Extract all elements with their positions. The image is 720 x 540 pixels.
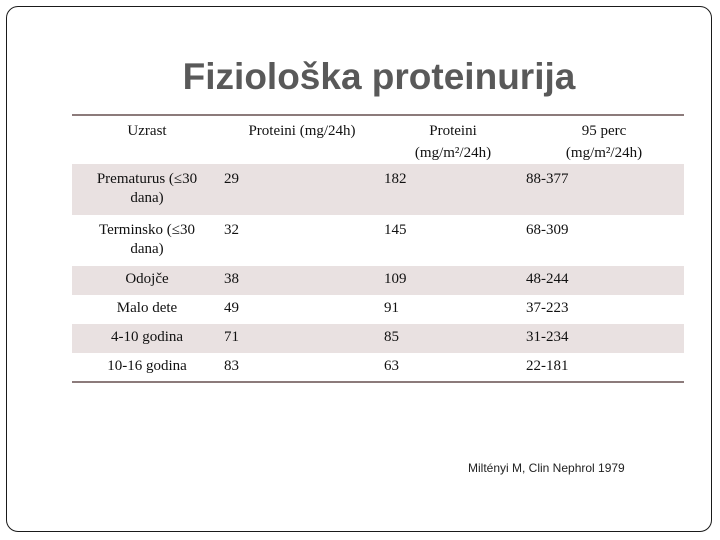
cell-mg-24h: 38 (222, 266, 382, 295)
table-header-row (72, 116, 684, 164)
slide-title: Fiziološka proteinurija (182, 56, 576, 97)
citation: Miltényi M, Clin Nephrol 1979 (468, 461, 625, 475)
cell-95-percentile: 88-377 (524, 164, 684, 215)
proteinuria-table (72, 116, 684, 383)
cell-95-percentile: 48-244 (524, 266, 684, 295)
cell-age: Terminsko (≤30 dana) (99, 222, 195, 257)
cell-mg-24h: 83 (222, 353, 382, 382)
header-age: Uzrast (127, 123, 167, 139)
table-row (72, 295, 684, 324)
cell-95-percentile: 37-223 (526, 300, 569, 316)
cell-mg-24h: 29 (222, 164, 382, 215)
cell-mg-m2-24h: 91 (384, 300, 399, 316)
table-row (72, 266, 684, 295)
cell-mg-m2-24h: 182 (382, 164, 524, 215)
cell-mg-m2-24h: 85 (382, 324, 524, 353)
cell-95-percentile: 31-234 (524, 324, 684, 353)
cell-age: Odojče (72, 266, 222, 295)
cell-95-percentile: 68-309 (526, 222, 569, 238)
table-row (72, 164, 684, 215)
header-95-percentile: 95 perc (mg/m²/24h) (565, 123, 643, 161)
cell-mg-m2-24h: 145 (384, 222, 407, 238)
cell-mg-m2-24h: 109 (382, 266, 524, 295)
cell-age: Prematurus (≤30 dana) (72, 164, 222, 215)
header-proteins-mg-24h: Proteini (mg/24h) (248, 123, 356, 139)
table-row (72, 324, 684, 353)
table-row (72, 353, 684, 382)
table-row (72, 215, 684, 266)
cell-age: Malo dete (116, 300, 178, 316)
cell-mg-24h: 32 (224, 222, 239, 238)
cell-95-percentile: 22-181 (524, 353, 684, 382)
cell-mg-24h: 49 (224, 300, 239, 316)
cell-mg-24h: 71 (222, 324, 382, 353)
header-proteins-mg-m2-24h: Proteini (mg/m²/24h) (414, 123, 492, 161)
cell-mg-m2-24h: 63 (382, 353, 524, 382)
cell-age: 4-10 godina (72, 324, 222, 353)
cell-age: 10-16 godina (72, 353, 222, 382)
